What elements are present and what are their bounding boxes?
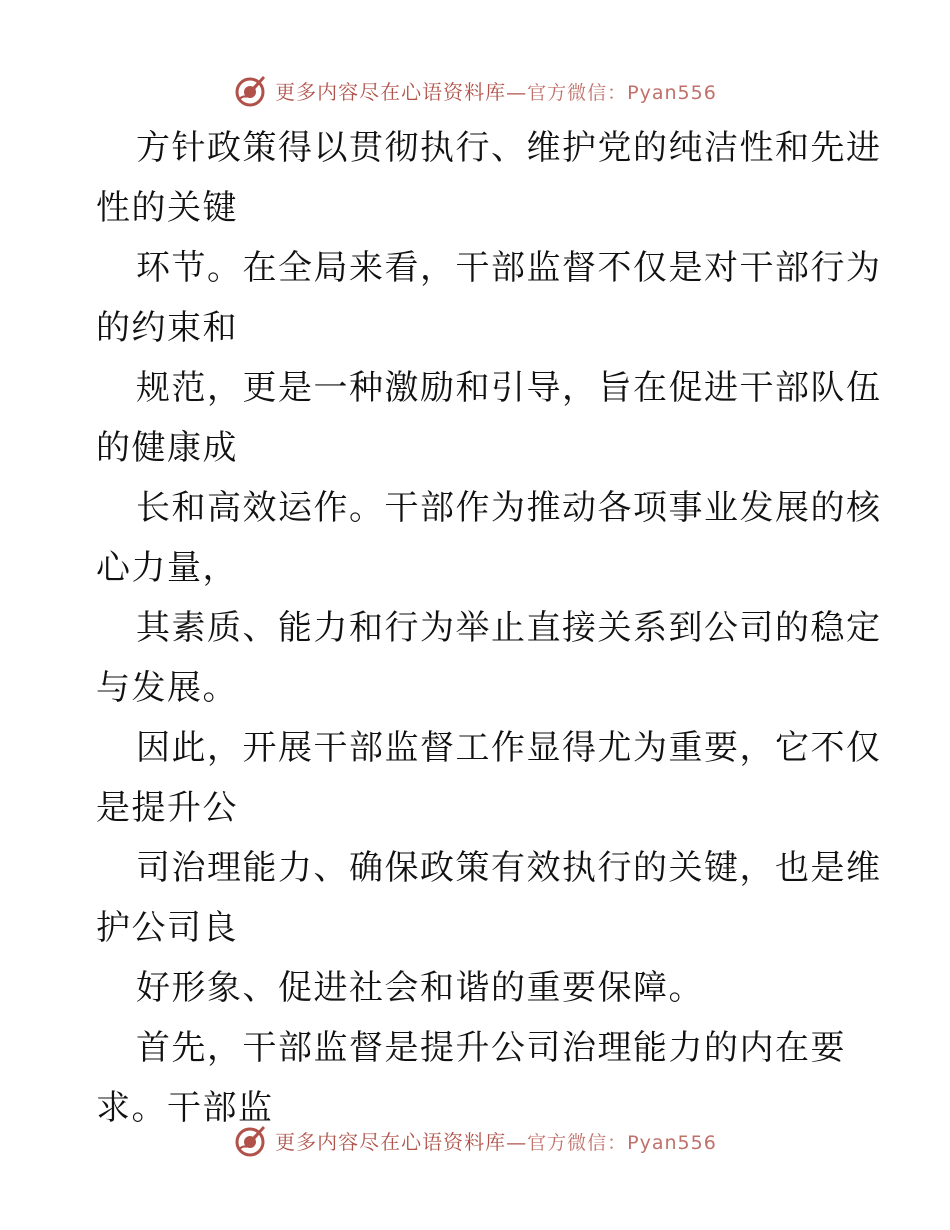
- page-header-banner: [0, 70, 950, 110]
- text-line: 规范，更是一种激励和引导，旨在促进干部队伍: [136, 368, 882, 408]
- text-line: 性的关键: [96, 188, 238, 228]
- text-line: 是提升公: [96, 788, 238, 828]
- page-footer-banner: [0, 1120, 950, 1160]
- footer-banner-text: [275, 1126, 717, 1155]
- text-line: 因此，开展干部监督工作显得尤为重要，它不仅: [136, 728, 882, 768]
- text-line: 好形象、促进社会和谐的重要保障。: [136, 968, 704, 1008]
- header-banner-main: 更多内容尽在心语资料库—: [275, 79, 528, 104]
- header-banner-wechat: 官方微信：Pyan556: [527, 81, 717, 104]
- text-line: 护公司良: [96, 908, 238, 948]
- text-line: 与发展。: [96, 668, 238, 708]
- text-line: 司治理能力、确保政策有效执行的关键，也是维: [136, 848, 882, 888]
- quill-pen-logo-icon: [233, 1123, 267, 1157]
- text-line: 长和高效运作。干部作为推动各项事业发展的核: [136, 488, 882, 528]
- text-line: 环节。在全局来看，干部监督不仅是对干部行为: [136, 248, 882, 288]
- footer-banner-wechat: 官方微信：Pyan556: [527, 1131, 717, 1154]
- text-line: 方针政策得以贯彻执行、维护党的纯洁性和先进: [136, 128, 882, 168]
- text-line: 首先，干部监督是提升公司治理能力的内在要: [136, 1028, 846, 1068]
- text-line: 的健康成: [96, 428, 238, 468]
- text-line: 的约束和: [96, 308, 238, 348]
- footer-banner-main: 更多内容尽在心语资料库—: [275, 1129, 528, 1154]
- header-banner-text: [275, 76, 717, 105]
- quill-pen-logo-icon: [233, 73, 267, 107]
- text-line: 心力量，: [96, 548, 238, 588]
- text-line: 求。干部监: [96, 1088, 274, 1128]
- text-line: 其素质、能力和行为举止直接关系到公司的稳定: [136, 608, 882, 648]
- document-body: [96, 118, 882, 1138]
